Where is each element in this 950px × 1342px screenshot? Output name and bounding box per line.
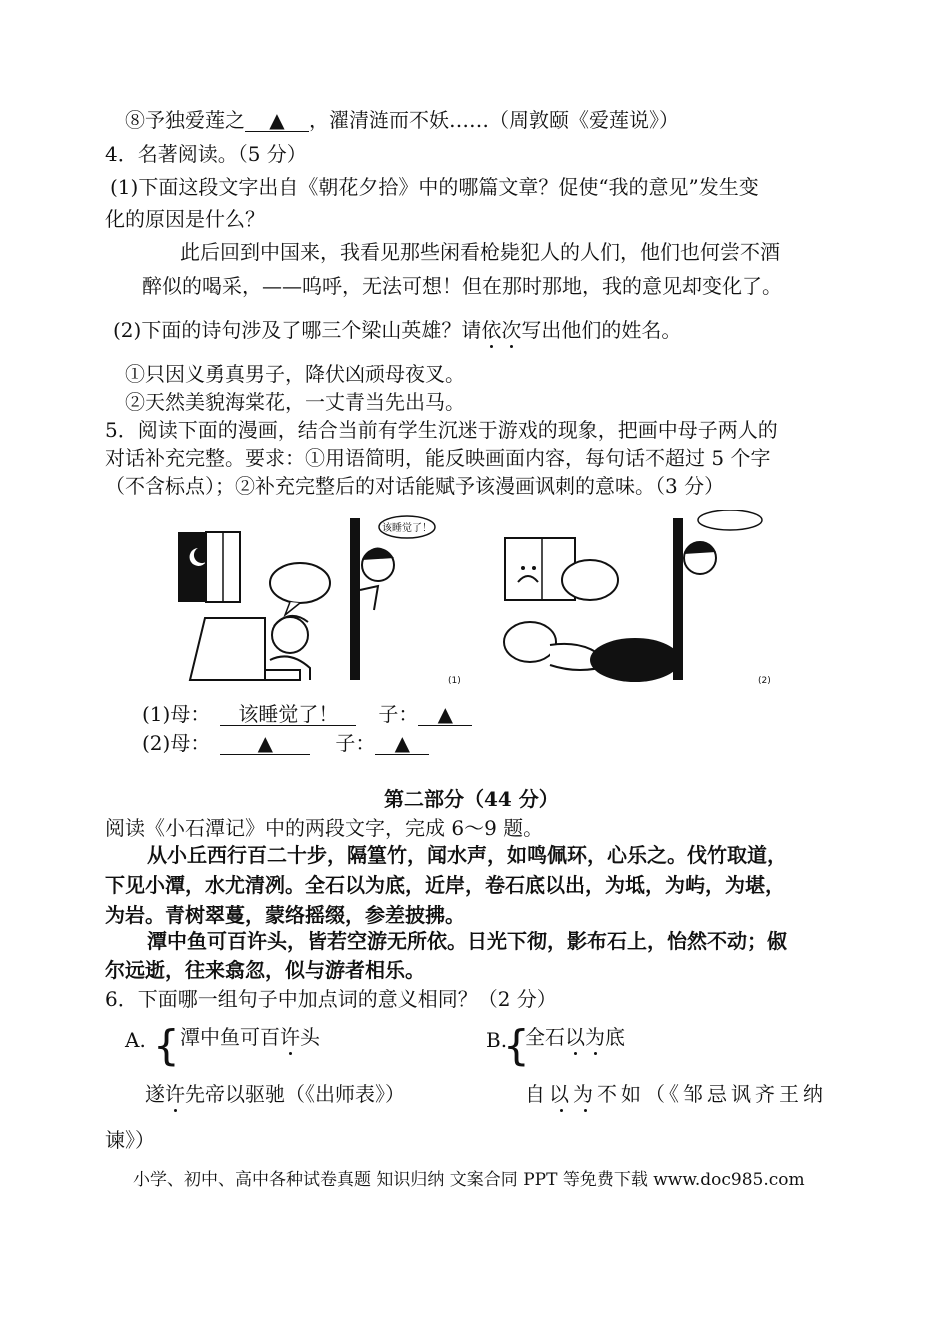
q5-ans2-mom[interactable]: ▲: [220, 732, 310, 755]
part2-p2-line2: 尔远逝，往来翕忽，似与游者相乐。: [105, 958, 425, 982]
part2-p1-line1: 从小丘西行百二十步，隔篁竹，闻水声，如鸣佩环，心乐之。伐竹取道，: [147, 843, 787, 867]
day-window: [505, 538, 575, 600]
q6-a-label: A.: [125, 1028, 146, 1052]
q5-ans1-label: (1)母：: [142, 702, 211, 726]
page-footer: 小学、初中、高中各种试卷真题 知识归纳 文案合同 PPT 等免费下载 www.doc985.com: [133, 1170, 805, 1190]
comic-illustration: [170, 510, 785, 690]
mom-bubble-2: [698, 510, 762, 530]
q4-sub2-a: (2)下面的诗句涉及了哪三个梁山英雄？请: [113, 318, 482, 342]
part2-p1-line2: 下见小潭，水尤清冽。全石以为底，近岸，卷石底以出，为坻，为屿，为堪，: [105, 873, 785, 897]
q6-b-top-post: 底: [605, 1025, 625, 1049]
q6-a-top-pre: 潭中鱼可百: [180, 1025, 280, 1049]
part2-p1-line3: 为岩。青树翠蔓，蒙络摇缀，参差披拂。: [105, 903, 465, 927]
q4-sub1-line2: 化的原因是什么？: [105, 207, 265, 231]
q5-ans1-mom[interactable]: 该睡觉了！: [220, 703, 356, 726]
blanket: [590, 638, 680, 682]
q5-line1: 5．阅读下面的漫画，结合当前有学生沉迷于游戏的现象，把画中母子两人的: [105, 418, 778, 442]
sleeping-boy: [504, 622, 556, 662]
q4-poem1: ①只因义勇真男子，降伏凶顽母夜叉。: [125, 362, 465, 386]
q4-quote-line1: 此后回到中国来，我看见那些闲看枪毙犯人的人们，他们也何尝不酒: [180, 240, 780, 264]
q6-a-top-dot: 许: [280, 1025, 300, 1049]
comic-label-1: (1): [448, 676, 461, 686]
q6-b-bot-pre: 自: [525, 1082, 549, 1106]
q6-a-bot-pre: 遂: [145, 1082, 165, 1106]
q4-sub2-dot2: 次: [501, 318, 522, 342]
door: [350, 518, 360, 680]
q5-line3: （不含标点）；②补充完整后的对话能赋予该漫画讽刺的意味。（3 分）: [105, 474, 725, 498]
q6-header: 6．下面哪一组句子中加点词的意义相同？（2 分）: [105, 987, 557, 1011]
q6-b-bottom: [525, 1082, 827, 1106]
q5-answer-2: [142, 731, 429, 755]
q6-b-bottom-cont: 谏》）: [105, 1128, 155, 1152]
part2-p2-line1: 潭中鱼可百许头，皆若空游无所依。日光下彻，影布石上，怡然不动；俶: [147, 929, 787, 953]
q6-a-bot-post: 先帝以驱驰（《出师表》）: [185, 1082, 405, 1106]
q6-b-top-pre: 全石: [525, 1025, 565, 1049]
q6-a-top: [180, 1025, 320, 1049]
q5-ans2-son[interactable]: ▲: [375, 732, 429, 755]
q6-b-bot-dot2: 为: [573, 1082, 597, 1106]
q6-a-top-post: 头: [300, 1025, 320, 1049]
comic-panel-1: [170, 510, 470, 690]
q6-b-label: B.: [486, 1028, 508, 1052]
q5-ans2-son-label: 子：: [335, 731, 376, 755]
part2-title: 第二部分（44 分）: [384, 787, 559, 811]
son-bubble-2: [562, 560, 618, 600]
q3-line8-part1: ⑧予独爱莲之: [125, 108, 245, 132]
q4-poem2: ②天然美貌海棠花，一丈青当先出马。: [125, 390, 465, 414]
q6-b-top: [525, 1025, 625, 1049]
q4-quote-line2: 醉似的喝采，——呜呼，无法可想！但在那时那地，我的意见却变化了。: [142, 274, 782, 298]
q6-b-top-dot2: 为: [585, 1025, 605, 1049]
q5-answer-1: [142, 702, 472, 726]
q3-line8-part2: ，濯清涟而不妖……（周敦颐《爱莲说》）: [309, 108, 679, 132]
q3-line8-blank[interactable]: ▲: [245, 109, 309, 132]
comic-label-2: (2): [758, 676, 771, 686]
q3-line8: [125, 108, 679, 132]
q6-b-top-dot1: 以: [565, 1025, 585, 1049]
part2-intro: 阅读《小石潭记》中的两段文字，完成 6～9 题。: [105, 816, 544, 840]
q6-b-bot-dot1: 以: [549, 1082, 573, 1106]
comic-panel-2: [490, 510, 785, 690]
q6-a-brace: {: [153, 1021, 180, 1070]
q6-a-bot-dot: 许: [165, 1082, 185, 1106]
q4-sub1-line1: (1)下面这段文字出自《朝花夕拾》中的哪篇文章？促使“我的意见”发生变: [110, 175, 759, 199]
q6-b-brace: {: [503, 1021, 530, 1070]
q4-header: 4．名著阅读。（5 分）: [105, 142, 307, 166]
q6-a-bottom: [145, 1082, 405, 1106]
q4-sub2-b: 写出他们的姓名。: [521, 318, 682, 342]
q5-line2: 对话补充完整。要求：①用语简明，能反映画面内容，每句话不超过 5 个字: [105, 446, 771, 470]
q4-sub2: [113, 318, 681, 342]
q6-b-bot-post: 不如（《邹忌讽齐王纳: [597, 1082, 827, 1106]
mom-bubble-text: 该睡觉了！: [382, 523, 432, 534]
q5-ans1-son-label: 子：: [378, 702, 419, 726]
q5-ans2-label: (2)母：: [142, 731, 211, 755]
son-bubble-1: [270, 563, 330, 603]
q5-ans1-son[interactable]: ▲: [418, 703, 472, 726]
q4-sub2-dot1: 依: [481, 318, 502, 342]
